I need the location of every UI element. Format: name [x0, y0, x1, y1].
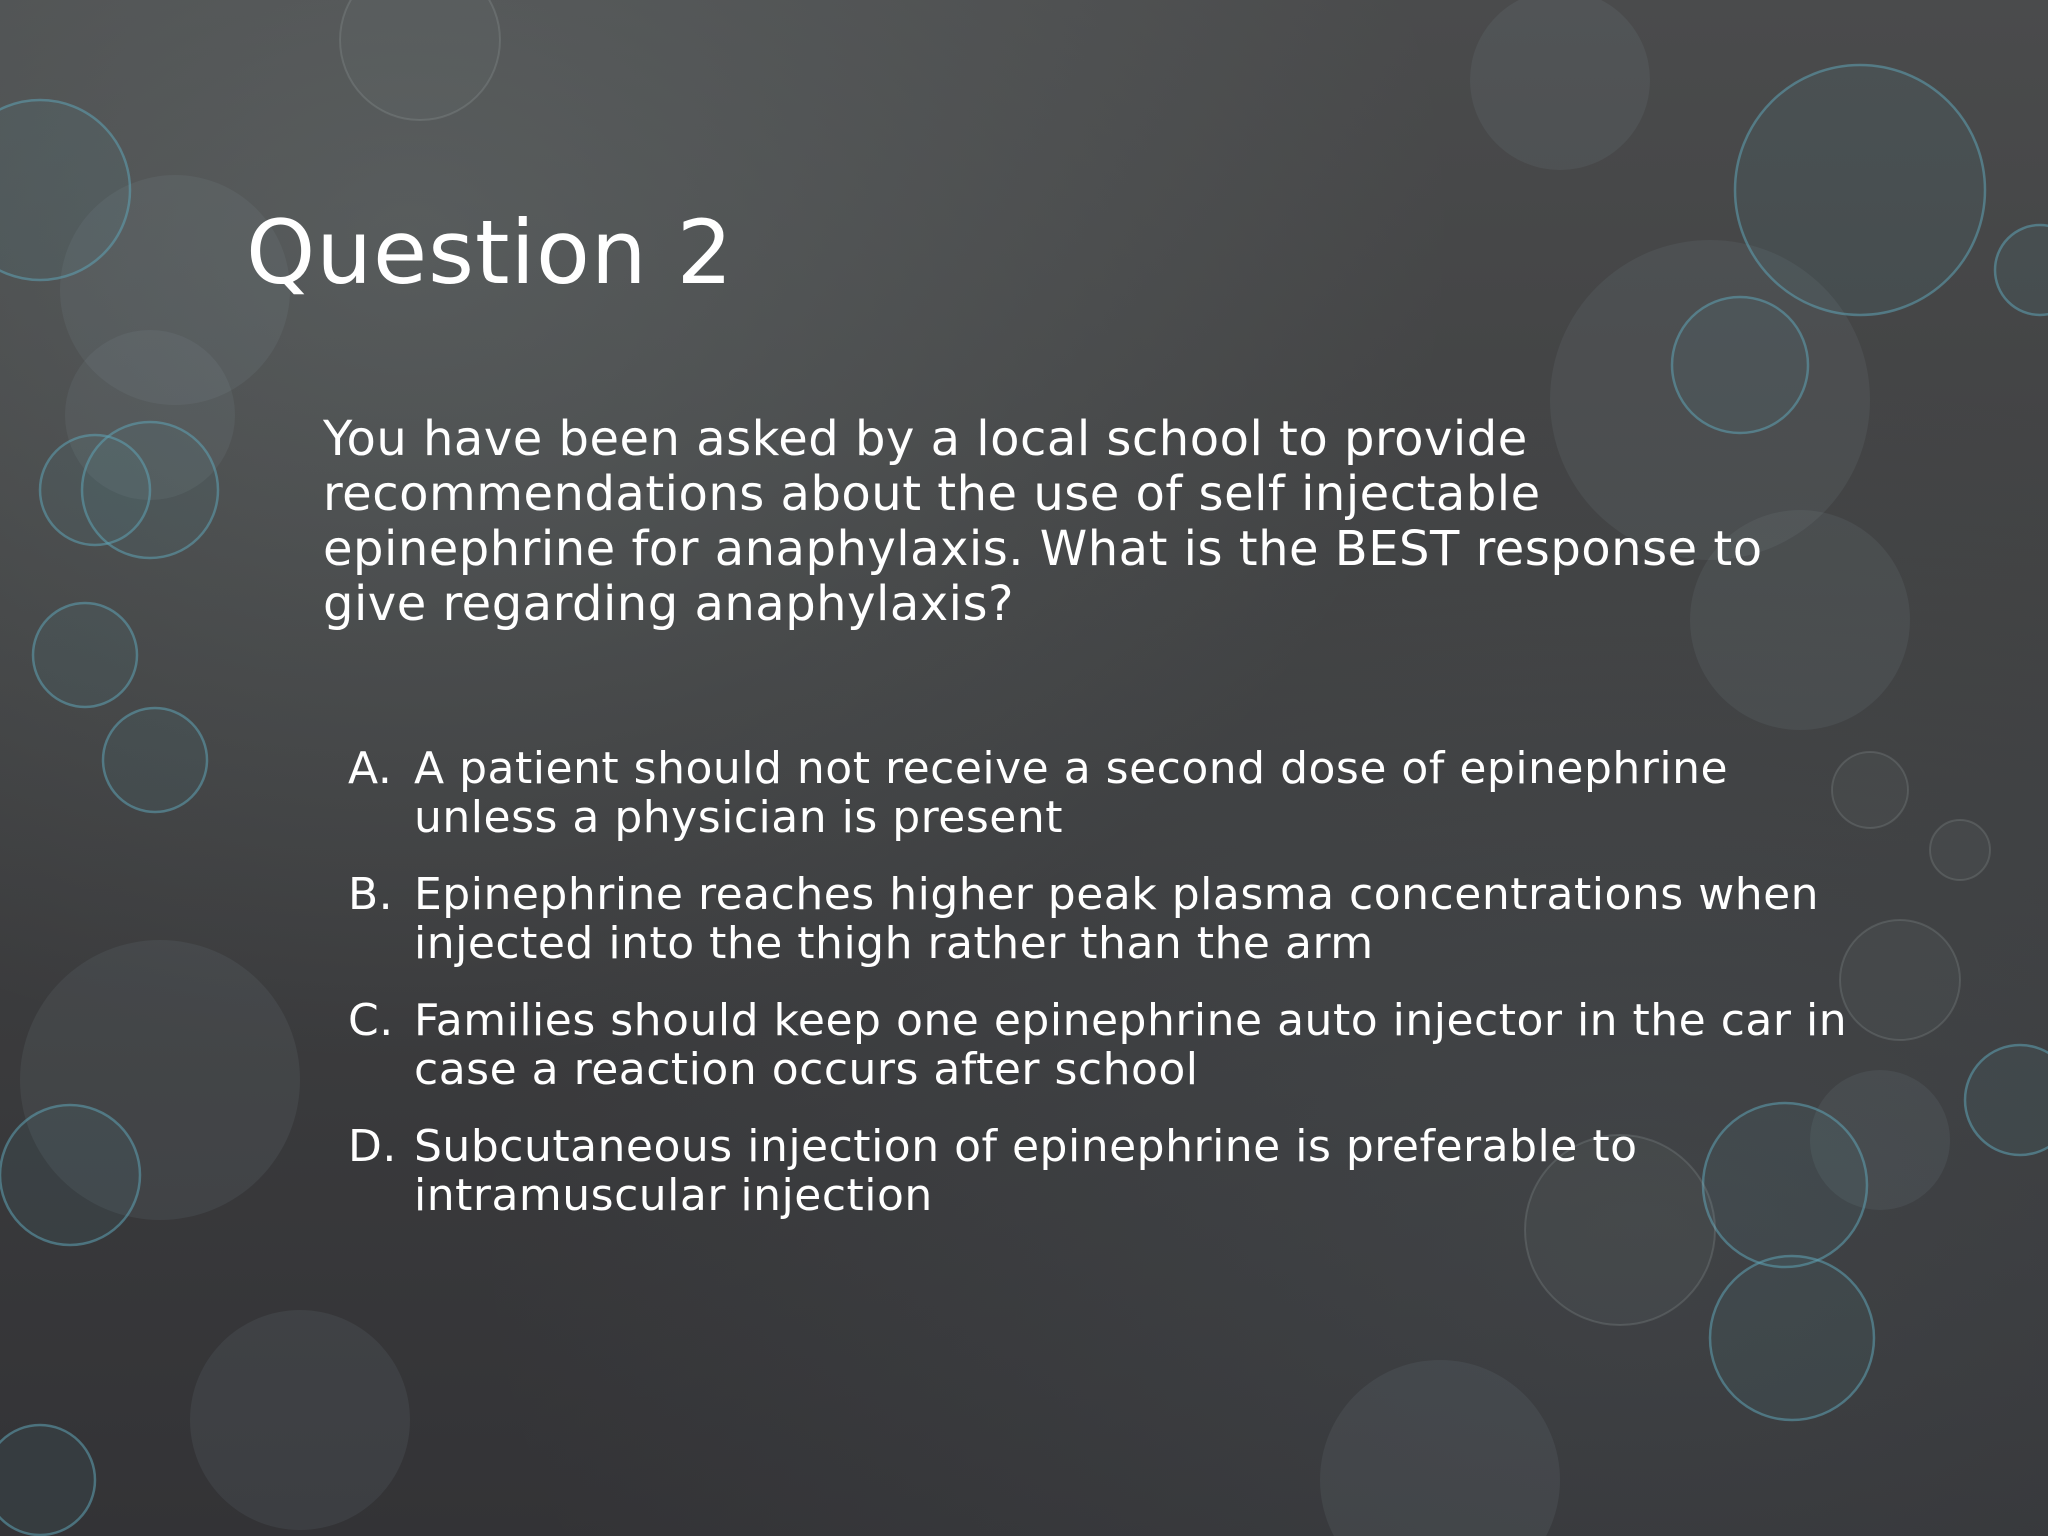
answer-option-d [348, 1122, 1848, 1220]
option-text: Subcutaneous injection of epinephrine is preferable to intramuscular injection [414, 1121, 1638, 1221]
option-text: Epinephrine reaches higher peak plasma concentrations when injected into the thigh rather than the arm [414, 869, 1820, 969]
option-letter: D. [348, 1121, 397, 1172]
answer-option-a [348, 744, 1848, 842]
slide-title: Question 2 [246, 201, 734, 304]
answer-options [348, 744, 1848, 1248]
option-letter: C. [348, 995, 394, 1046]
option-letter: B. [348, 869, 394, 920]
question-prompt: You have been asked by a local school to provide recommendations about the use of self injectable epinephrine for anaphylaxis. What is the BEST response to give regarding anaphylaxis? [323, 411, 1763, 632]
answer-option-c [348, 996, 1848, 1094]
option-text: A patient should not receive a second dose of epinephrine unless a physician is present [414, 743, 1729, 843]
answer-option-b [348, 870, 1848, 968]
option-text: Families should keep one epinephrine auto injector in the car in case a reaction occurs after school [414, 995, 1848, 1095]
option-letter: A. [348, 743, 393, 794]
